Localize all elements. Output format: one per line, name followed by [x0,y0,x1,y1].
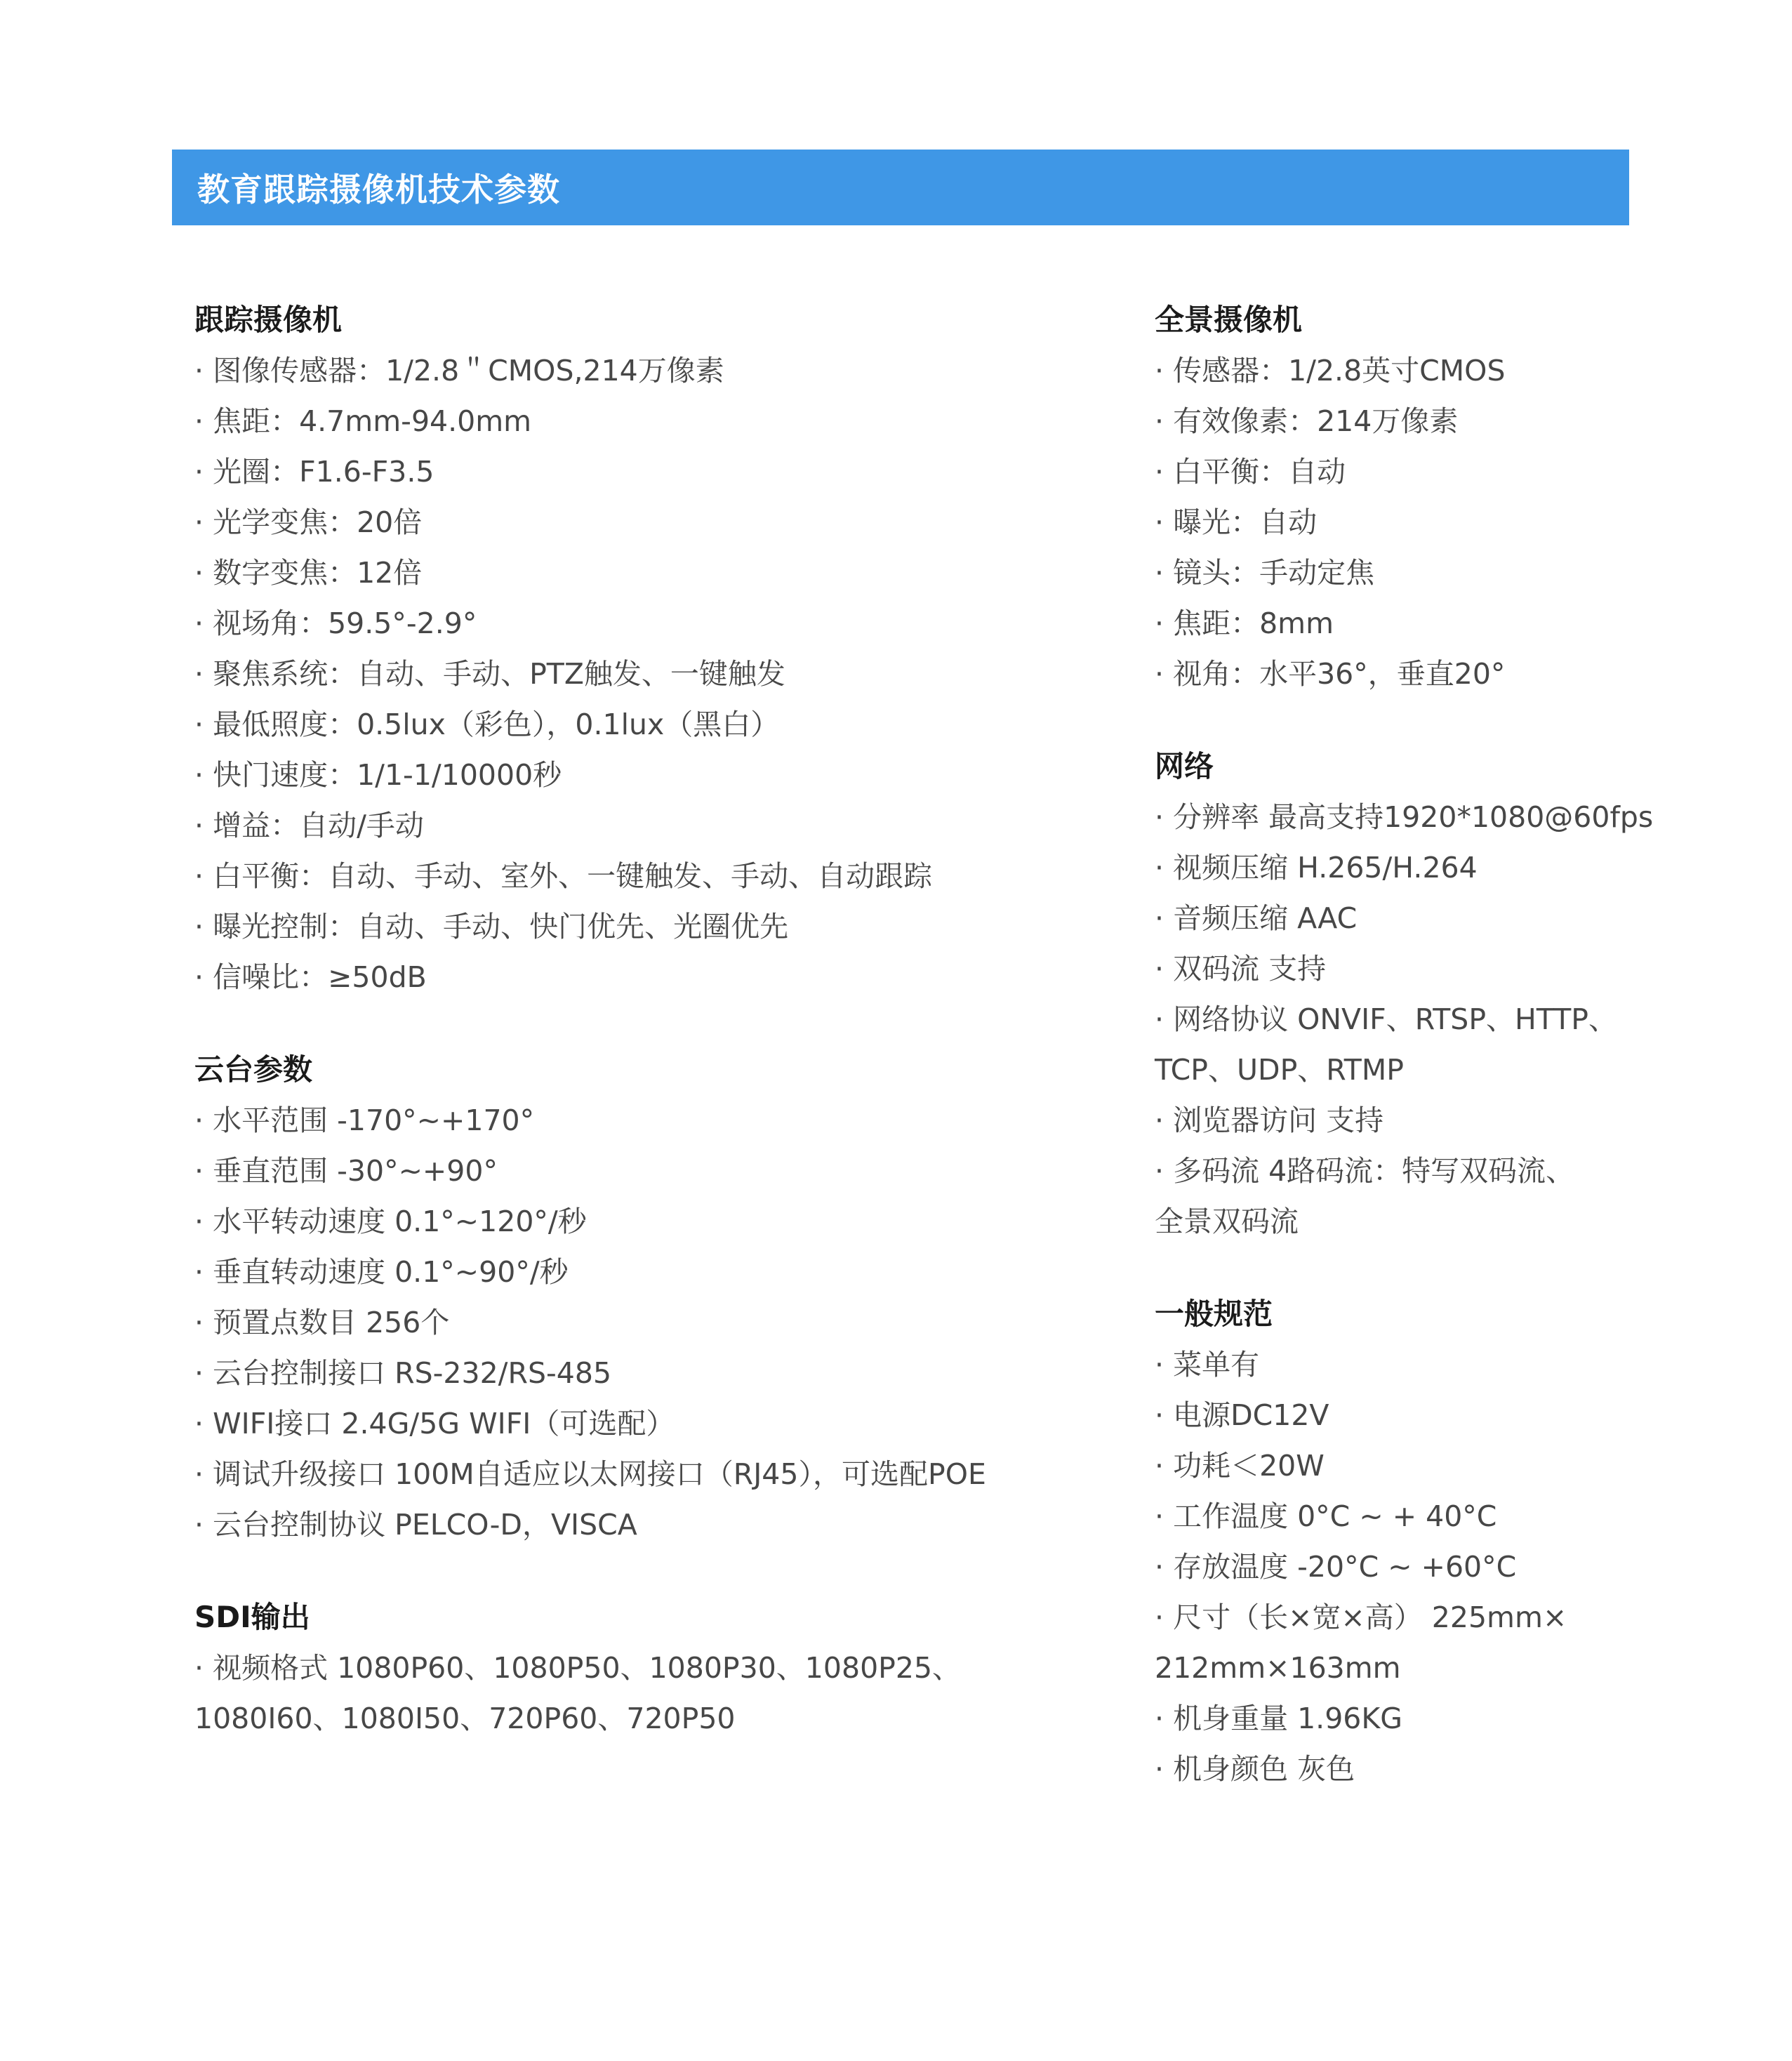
spec-item: · 云台控制接口 RS-232/RS-485 [194,1356,612,1390]
spec-item: · 视角：水平36°，垂直20° [1155,657,1506,691]
page-title: 教育跟踪摄像机技术参数 [197,171,560,208]
spec-item: · 水平转动速度 0.1°~120°/秒 [194,1205,587,1238]
left-column [194,295,1107,1744]
spec-item: 1080I60、1080I50、720P60、720P50 [194,1702,736,1735]
spec-item: · 功耗＜20W [1155,1449,1325,1483]
spec-item: · 焦距：8mm [1155,607,1334,640]
spec-item: · 曝光控制：自动、手动、快门优先、光圈优先 [194,910,789,943]
spec-item: · 视场角：59.5°-2.9° [194,607,477,640]
spec-item: · 信噪比：≥50dB [194,960,427,994]
spec-item: · 预置点数目 256个 [194,1306,450,1339]
spec-item: · 机身重量 1.96KG [1155,1702,1403,1735]
spec-item: · 尺寸（长×宽×高） 225mm× [1155,1601,1567,1634]
spec-item: · 音频压缩 AAC [1155,901,1358,935]
spec-item: · 数字变焦：12倍 [194,556,423,590]
spec-item: · 增益：自动/手动 [194,809,424,842]
spec-item: · WIFI接口 2.4G/5G WIFI（可选配） [194,1407,675,1440]
spec-item: · 曝光：自动 [1155,505,1318,539]
spec-item: · 白平衡：自动 [1155,455,1346,489]
spec-item: · 光学变焦：20倍 [194,505,423,539]
section-heading: SDI输出 [194,1600,310,1634]
spec-item: · 机身颜色 灰色 [1155,1752,1355,1786]
spec-item: 全景双码流 [1155,1205,1299,1238]
spec-item: · 聚焦系统：自动、手动、PTZ触发、一键触发 [194,657,785,691]
section-heading: 全景摄像机 [1155,303,1303,337]
spec-item: · 工作温度 0°C ~ + 40°C [1155,1499,1497,1533]
section-heading: 云台参数 [194,1052,313,1087]
spec-item: · 调试升级接口 100M自适应以太网接口（RJ45），可选配POE [194,1457,986,1491]
spec-item: · 传感器：1/2.8英寸CMOS [1155,354,1506,387]
spec-item: · 图像传感器：1/2.8＂CMOS,214万像素 [194,354,724,387]
section-heading: 网络 [1155,749,1214,783]
right-column [1155,295,1660,1794]
panoramic-camera-section [1155,295,1660,699]
section-heading: 跟踪摄像机 [194,303,343,337]
spec-item: TCP、UDP、RTMP [1155,1053,1404,1087]
spec-item: · 镜头：手动定焦 [1155,556,1375,590]
spec-item: · 光圈：F1.6-F3.5 [194,455,434,489]
spec-item: · 水平范围 -170°~+170° [194,1104,535,1137]
title-banner [172,150,1629,225]
section-heading: 一般规范 [1155,1297,1273,1331]
spec-item: · 垂直范围 -30°~+90° [194,1154,498,1188]
spec-item: · 焦距：4.7mm-94.0mm [194,404,532,438]
spec-item: 212mm×163mm [1155,1651,1401,1685]
tracking-camera-section [194,295,1107,1002]
spec-item: · 菜单有 [1155,1348,1260,1381]
spec-item: · 双码流 支持 [1155,952,1327,986]
spec-item: · 快门速度：1/1-1/10000秒 [194,758,562,792]
spec-item: · 分辨率 最高支持1920*1080@60fps [1155,800,1654,834]
spec-item: · 电源DC12V [1155,1398,1329,1432]
spec-item: · 视频压缩 H.265/H.264 [1155,851,1478,884]
spec-item: · 浏览器访问 支持 [1155,1104,1384,1137]
spec-item: · 存放温度 -20°C ~ +60°C [1155,1550,1517,1584]
sdi-output-section [194,1592,1107,1744]
spec-item: · 云台控制协议 PELCO-D，VISCA [194,1508,637,1542]
spec-item: · 视频格式 1080P60、1080P50、1080P30、1080P25、 [194,1651,962,1685]
spec-item: · 有效像素：214万像素 [1155,404,1459,438]
spec-item: · 最低照度：0.5lux（彩色），0.1lux（黑白） [194,708,780,741]
spec-item: · 垂直转动速度 0.1°~90°/秒 [194,1255,569,1289]
ptz-section [194,1045,1107,1550]
network-section [1155,741,1660,1247]
general-spec-section [1155,1289,1660,1794]
spec-item: · 白平衡：自动、手动、室外、一键触发、手动、自动跟踪 [194,859,933,893]
spec-item: · 多码流 4路码流：特写双码流、 [1155,1154,1575,1188]
spec-item: · 网络协议 ONVIF、RTSP、HTTP、 [1155,1002,1617,1036]
